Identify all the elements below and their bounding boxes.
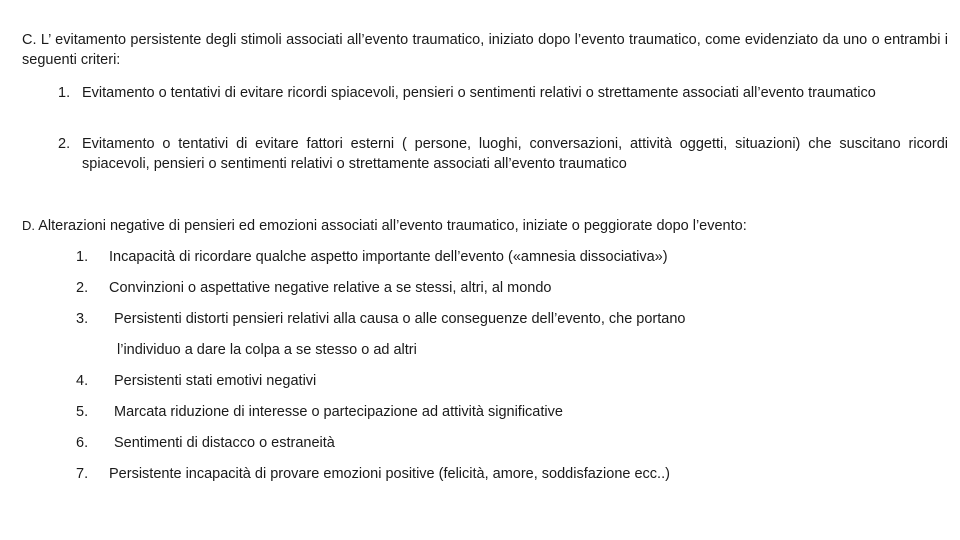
section-d-item-2-text: Convinzioni o aspettative negative relative a se stessi, altri, al mondo (109, 280, 552, 296)
section-c-letter: C. (22, 32, 37, 48)
section-d-intro-text: Alterazioni negative di pensieri ed emozioni associati all’evento traumatico, iniziate o peggiorate dopo l’evento: (38, 218, 747, 234)
section-d-item-4-number: 4. (76, 373, 89, 389)
section-c-item-1-number: 1. (58, 85, 71, 101)
section-c-intro (22, 30, 948, 70)
section-d-item-7-number: 7. (76, 466, 89, 482)
section-d-item-4-text: Persistenti stati emotivi negativi (114, 373, 317, 389)
section-d-intro (22, 216, 747, 236)
section-d-item-3-continuation: l’individuo a dare la colpa a se stesso o ad altri (117, 342, 417, 358)
section-c-item-2-number: 2. (58, 136, 71, 152)
section-d-item-5-text: Marcata riduzione di interesse o partecipazione ad attività significative (114, 404, 563, 420)
section-d-item-1-number: 1. (76, 249, 89, 265)
section-d-item-1-text: Incapacità di ricordare qualche aspetto importante dell’evento («amnesia dissociativa») (109, 249, 668, 265)
section-d-item-6-number: 6. (76, 435, 89, 451)
section-d-item-5-number: 5. (76, 404, 89, 420)
section-d-letter: D. (22, 218, 35, 233)
section-c-item-1-text: Evitamento o tentativi di evitare ricordi spiacevoli, pensieri o sentimenti relativi o strettamente associati all’evento traumatico (82, 85, 876, 101)
section-c-intro-text: L’ evitamento persistente degli stimoli associati all’evento traumatico, iniziato dopo l’evento traumatico, come evidenziato da uno o entrambi i seguenti criteri: (22, 32, 948, 68)
section-d-item-3-number: 3. (76, 311, 89, 327)
section-c-item-2-text: Evitamento o tentativi di evitare fattori esterni ( persone, luoghi, conversazioni, attività oggetti, situazioni) che suscitano ricordi spiacevoli, pensieri o sentimenti relativi o strettamente associati all’evento traumatico (82, 136, 948, 172)
section-d-item-3-text: Persistenti distorti pensieri relativi alla causa o alle conseguenze dell’evento, che portano (114, 311, 686, 327)
section-d-item-6-text: Sentimenti di distacco o estraneità (114, 435, 335, 451)
section-d-item-7-text: Persistente incapacità di provare emozioni positive (felicità, amore, soddisfazione ecc..) (109, 466, 670, 482)
section-d-item-2-number: 2. (76, 280, 89, 296)
